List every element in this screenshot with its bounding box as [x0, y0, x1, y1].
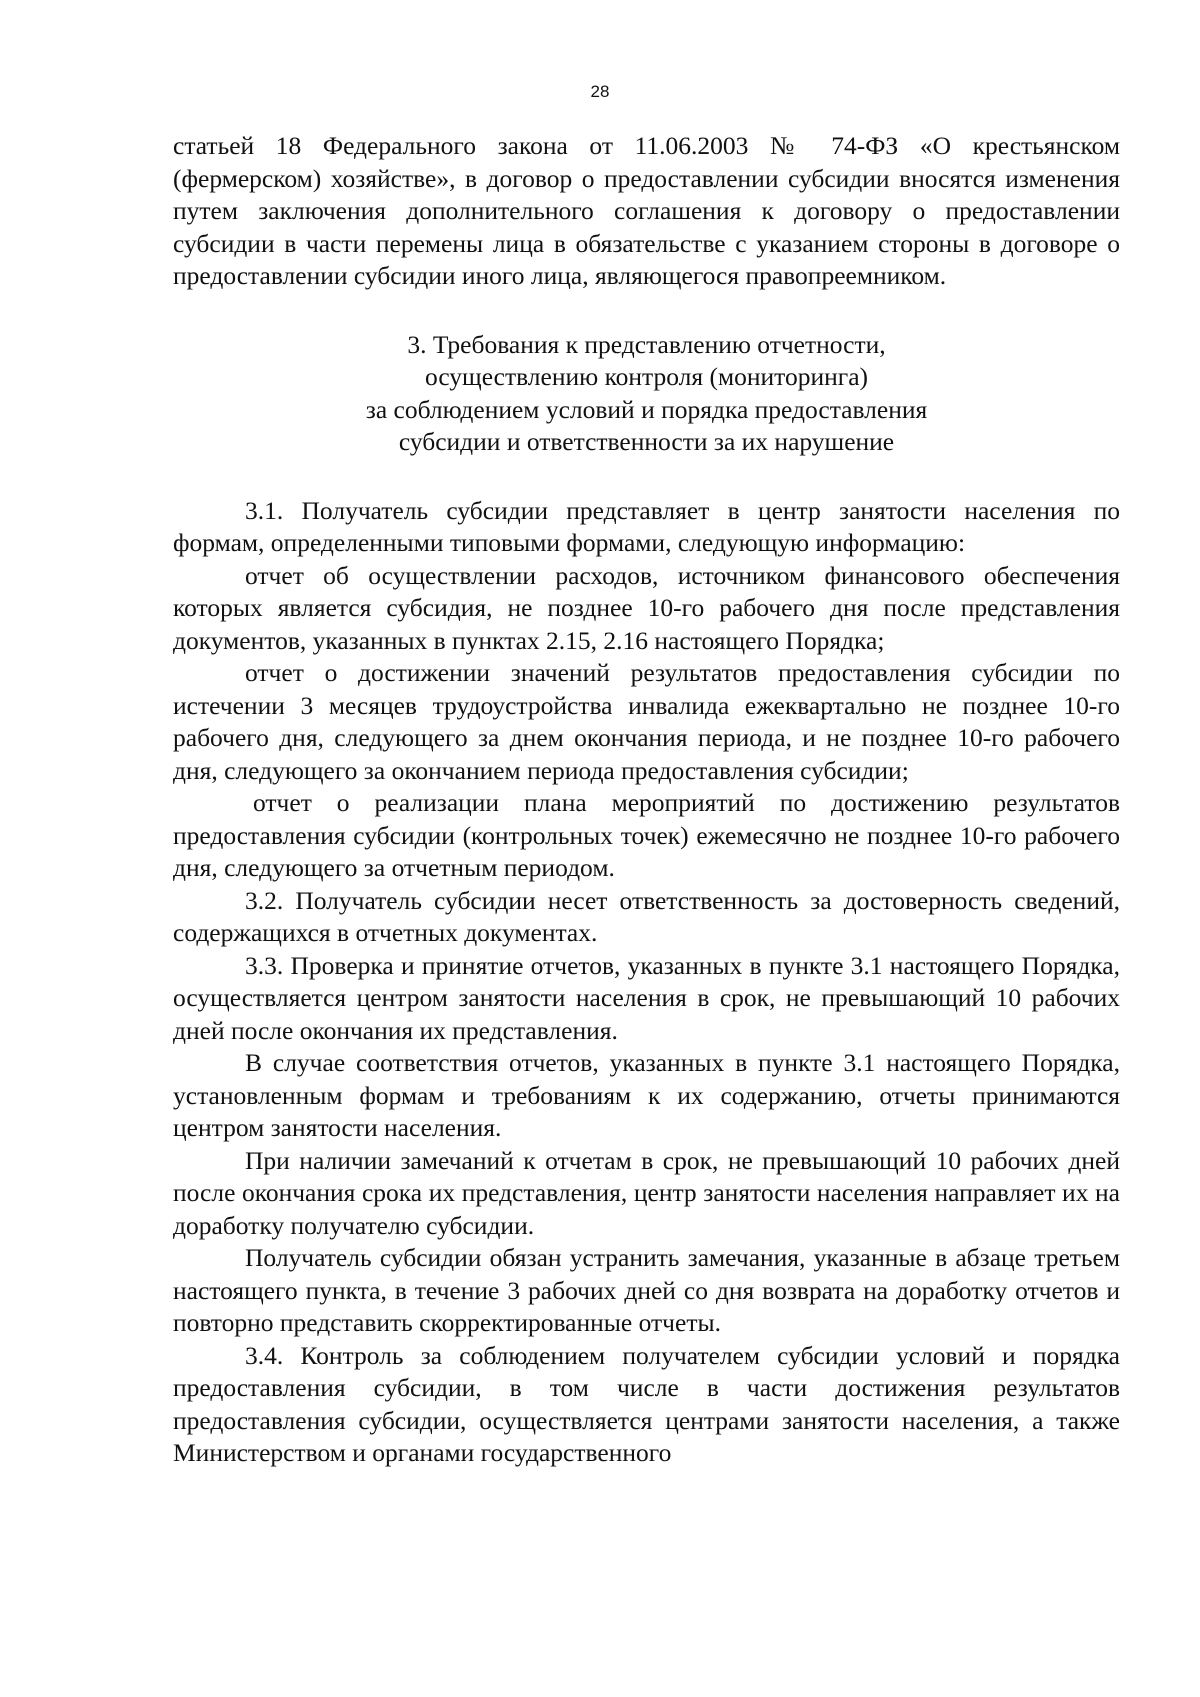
paragraph-3-3: 3.3. Проверка и принятие отчетов, указанных в пункте 3.1 настоящего Порядка, осуществляется центром занятости населения в срок, не превышающий 10 рабочих дней после окончания их представления.: [173, 950, 1120, 1045]
paragraph-remarks: При наличии замечаний к отчетам в срок, не превышающий 10 рабочих дней после окончания срока их представления, центр занятости населения направляет их на доработку получателю субсидии.: [173, 1145, 1120, 1240]
paragraph-continuation: статьей 18 Федерального закона от 11.06.2003 № 74-ФЗ «О крестьянском (фермерском) хозяйстве», в договор о предоставлении субсидии вносятся изменения путем заключения дополнительного соглашения к договору о предоставлении субсидии в части перемены лица в обязательстве с указанием стороны в договоре о предоставлении субсидии иного лица, являющегося правопреемником.: [173, 131, 1120, 290]
paragraph-3-4: 3.4. Контроль за соблюдением получателем субсидии условий и порядка предоставления субсидии, в том числе в части достижения результатов предоставления субсидии, осуществляется центрами занятости населения, а также Министерством и органами государственного: [173, 1340, 1120, 1467]
paragraph-3-1: 3.1. Получатель субсидии представляет в центр занятости населения по формам, определенными типовыми формами, следующую информацию:: [173, 495, 1120, 557]
paragraph-report-results: отчет о достижении значений результатов предоставления субсидии по истечении 3 месяцев трудоустройства инвалида ежеквартально не позднее 10-го рабочего дня, следующего за днем окончания периода, и не позднее 10-го рабочего дня, следующего за окончанием периода предоставления субсидии;: [173, 658, 1120, 785]
paragraph-corrections: Получатель субсидии обязан устранить замечания, указанные в абзаце третьем настоящего пункта, в течение 3 рабочих дней со дня возврата на доработку отчетов и повторно представить скорректированные отчеты.: [173, 1243, 1120, 1337]
section-heading: [173, 329, 1120, 459]
paragraph-3-2: 3.2. Получатель субсидии несет ответственность за достоверность сведений, содержащихся в отчетных документах.: [173, 885, 1120, 947]
section-heading-line: субсидии и ответственности за их нарушение: [398, 427, 895, 456]
paragraph-report-plan: отчет о реализации плана мероприятий по достижению результатов предоставления субсидии (контрольных точек) ежемесячно не позднее 10-го рабочего дня, следующего за отчетным периодом.: [173, 788, 1120, 882]
section-heading-line: 3. Требования к представлению отчетности,: [407, 329, 886, 359]
paragraph-compliance: В случае соответствия отчетов, указанных в пункте 3.1 настоящего Порядка, установленным формам и требованиям к их содержанию, отчеты принимаются центром занятости населения.: [173, 1048, 1120, 1142]
section-heading-line: за соблюдением условий и порядка предоставления: [365, 394, 928, 424]
section-heading-line: осуществлению контроля (мониторинга): [424, 362, 869, 391]
paragraph-report-expenses: отчет об осуществлении расходов, источником финансового обеспечения которых является субсидия, не позднее 10-го рабочего дня после представления документов, указанных в пунктах 2.15, 2.16 настоящего Порядка;: [173, 560, 1120, 655]
document-body: [173, 130, 1120, 1470]
page-number: 28: [590, 82, 610, 101]
